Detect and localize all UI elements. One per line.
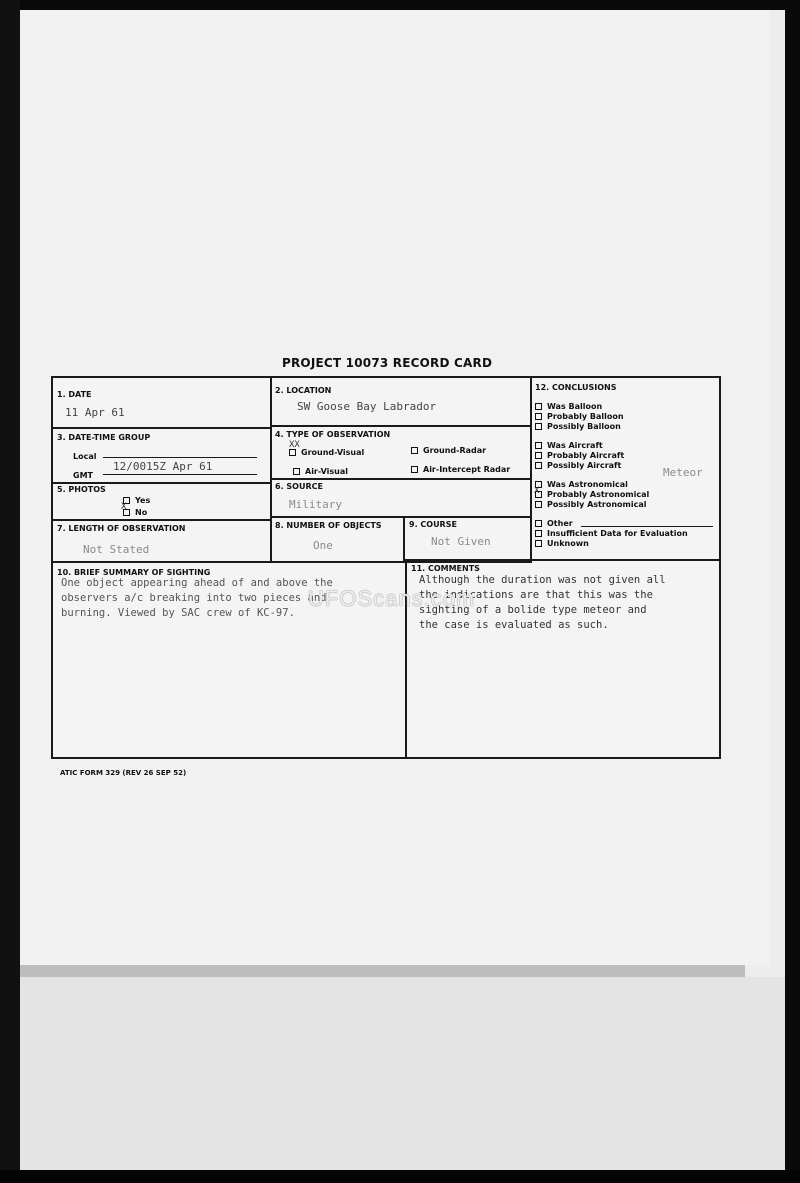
brief-summary-line-3: burning. Viewed by SAC crew of KC-97.	[61, 607, 295, 619]
photos-label: 5. PHOTOS	[57, 485, 106, 494]
conclusion-insufficient-data-text: Insufficient Data for Evaluation	[547, 529, 688, 538]
option-photos-no[interactable]	[123, 508, 147, 517]
brief-summary-label: 10. BRIEF SUMMARY OF SIGHTING	[57, 568, 211, 577]
conclusion-probably-astronomical-text: Probably Astronomical	[547, 490, 650, 499]
conclusion-was-balloon-text: Was Balloon	[547, 402, 603, 411]
length-of-observation-label: 7. LENGTH OF OBSERVATION	[57, 524, 186, 533]
course-label: 9. COURSE	[409, 520, 457, 529]
date-time-group-label: 3. DATE-TIME GROUP	[57, 433, 151, 442]
comments-line-4: the case is evaluated as such.	[419, 619, 609, 631]
conclusion-probably-aircraft-text: Probably Aircraft	[547, 451, 625, 460]
brief-summary-line-2: observers a/c breaking into two pieces and	[61, 592, 327, 604]
scan-border-bottom	[0, 1170, 800, 1183]
scan-border-left	[0, 0, 20, 1183]
comments-line-1: Although the duration was not given all	[419, 574, 666, 586]
conclusion-was-astronomical[interactable]	[535, 480, 628, 489]
option-photos-yes[interactable]	[123, 496, 150, 505]
conclusion-was-astronomical-text: Was Astronomical	[547, 480, 628, 489]
gmt-value: 12/0015Z Apr 61	[113, 460, 213, 473]
conclusion-possibly-astronomical-text: Possibly Astronomical	[547, 500, 647, 509]
conclusion-was-balloon[interactable]	[535, 402, 602, 411]
brief-summary-line-1: One object appearing ahead of and above the	[61, 577, 333, 589]
meteor-annotation: Meteor	[663, 466, 703, 479]
conclusion-probably-balloon-text: Probably Balloon	[547, 412, 624, 421]
sheet-shadow	[20, 965, 745, 977]
option-air-visual-text: Air-Visual	[305, 467, 349, 476]
ground-visual-check-mark: XX	[289, 440, 300, 450]
conclusion-probably-aircraft[interactable]	[535, 451, 624, 460]
conclusion-possibly-aircraft-text: Possibly Aircraft	[547, 461, 622, 470]
option-air-visual[interactable]	[293, 467, 348, 476]
date-label: 1. DATE	[57, 390, 92, 399]
number-of-objects-label: 8. NUMBER OF OBJECTS	[275, 521, 382, 530]
option-air-intercept-radar[interactable]	[411, 465, 510, 474]
record-card	[51, 376, 721, 759]
conclusion-other[interactable]	[535, 519, 573, 528]
source-value: Military	[289, 498, 342, 511]
conclusion-unknown-text: Unknown	[547, 539, 589, 548]
option-ground-visual[interactable]	[289, 448, 364, 457]
comments-label: 11. COMMENTS	[411, 564, 480, 573]
conclusion-other-text: Other	[547, 519, 573, 528]
conclusion-possibly-balloon-text: Possibly Balloon	[547, 422, 621, 431]
conclusion-was-aircraft-text: Was Aircraft	[547, 441, 603, 450]
backing-page	[20, 977, 798, 1170]
option-air-intercept-radar-text: Air-Intercept Radar	[423, 465, 511, 474]
conclusion-possibly-astronomical[interactable]	[535, 500, 646, 509]
conclusion-probably-astronomical[interactable]	[535, 490, 649, 499]
comments-line-2: the indications are that this was the	[419, 589, 653, 601]
option-ground-radar-text: Ground-Radar	[423, 446, 487, 455]
course-value: Not Given	[431, 535, 491, 548]
gmt-label: GMT	[73, 471, 93, 480]
watermark: UFOScans.com	[308, 586, 476, 611]
number-of-objects-value: One	[313, 539, 333, 552]
option-ground-visual-text: Ground-Visual	[301, 448, 365, 457]
photos-no-check-mark: X	[121, 502, 127, 512]
option-photos-no-text: No	[135, 508, 148, 517]
probably-astronomical-check-mark: X	[534, 486, 540, 496]
conclusion-was-aircraft[interactable]	[535, 441, 603, 450]
form-number: ATIC FORM 329 (REV 26 SEP 52)	[60, 769, 187, 777]
local-label: Local	[73, 452, 97, 461]
option-ground-radar[interactable]	[411, 446, 486, 455]
conclusion-possibly-balloon[interactable]	[535, 422, 621, 431]
conclusion-probably-balloon[interactable]	[535, 412, 624, 421]
conclusion-unknown[interactable]	[535, 539, 589, 548]
option-photos-yes-text: Yes	[135, 496, 151, 505]
length-of-observation-value: Not Stated	[83, 543, 150, 556]
conclusions-label: 12. CONCLUSIONS	[535, 383, 617, 392]
conclusion-insufficient-data[interactable]	[535, 529, 688, 538]
conclusion-possibly-aircraft[interactable]	[535, 461, 621, 470]
card-title: PROJECT 10073 RECORD CARD	[282, 356, 493, 370]
scan-border-right	[785, 0, 800, 1183]
source-label: 6. SOURCE	[275, 482, 323, 491]
type-of-observation-label: 4. TYPE OF OBSERVATION	[275, 430, 391, 439]
comments-line-3: sighting of a bolide type meteor and	[419, 604, 647, 616]
location-label: 2. LOCATION	[275, 386, 332, 395]
location-value: SW Goose Bay Labrador	[297, 400, 437, 413]
date-value: 11 Apr 61	[65, 406, 125, 419]
